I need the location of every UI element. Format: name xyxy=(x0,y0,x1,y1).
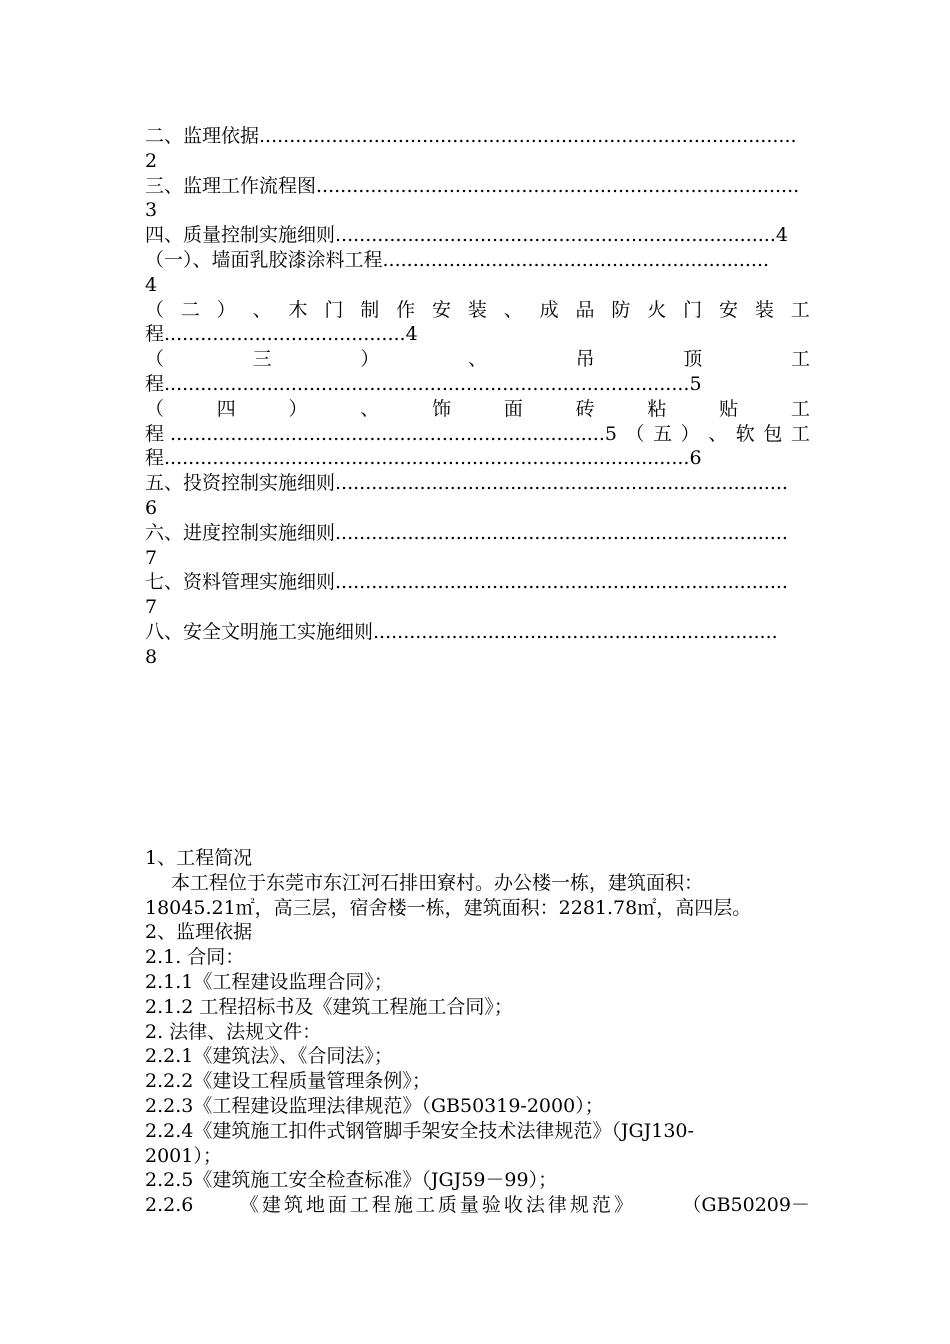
toc-char: 制 xyxy=(360,298,380,321)
toc-char: （ xyxy=(145,397,165,420)
toc-char: 、 xyxy=(252,298,272,321)
toc-char: 工 xyxy=(790,397,810,420)
toc-char: 包 xyxy=(763,422,783,445)
toc-char: 顶 xyxy=(683,348,703,371)
toc-char: 工 xyxy=(790,348,810,371)
paragraph-line: 2.2.4《建筑施工扣件式钢管脚手架安全技术法律规范》（JGJ130- xyxy=(145,1119,694,1142)
toc-char: 四 xyxy=(216,397,236,420)
toc-page-number: 2 xyxy=(145,149,158,172)
paragraph-line: 2.2.1《建筑法》、《合同法》； xyxy=(145,1045,393,1068)
toc-line[interactable]: 程.......................................................................................6 xyxy=(145,447,702,470)
toc-char: ） xyxy=(288,397,308,420)
toc-char: （ xyxy=(625,422,645,445)
toc-char: 装 xyxy=(467,298,487,321)
toc-line[interactable]: （一）、墙面乳胶漆涂料工程................................................................ xyxy=(145,248,770,271)
toc-char: ） xyxy=(680,422,700,445)
toc-char: 、 xyxy=(708,422,728,445)
toc-char: 木 xyxy=(288,298,308,321)
toc-page-number: 8 xyxy=(145,645,158,668)
toc-line-left: 程 ........................................................................5 xyxy=(145,422,617,445)
paragraph-line: 2.1.2 工程招标书及《建筑工程施工合同》； xyxy=(145,995,513,1018)
toc-char: 、 xyxy=(360,397,380,420)
toc-char: （ xyxy=(145,298,165,321)
toc-char: 吊 xyxy=(575,348,595,371)
clause-code: （GB50209－ xyxy=(682,1194,810,1217)
section-heading: 2、监理依据 xyxy=(145,921,253,944)
toc-char: 贴 xyxy=(719,397,739,420)
toc-char: 门 xyxy=(324,298,344,321)
toc-page-number: 6 xyxy=(145,496,158,519)
toc-line[interactable]: 程.......................................................................................5 xyxy=(145,372,702,395)
toc-line[interactable]: 二、监理依据......................................................................................... xyxy=(145,125,797,147)
paragraph-line: 2.2.3《工程建设监理法律规范》（GB50319-2000）； xyxy=(145,1094,604,1117)
paragraph-line: 2.2.2《建设工程质量管理条例》； xyxy=(145,1070,431,1093)
toc-line-justified[interactable] xyxy=(145,422,810,447)
paragraph-line: 2001）； xyxy=(145,1144,222,1167)
toc-char: 软 xyxy=(735,422,755,445)
paragraph-line: 18045.21㎡，高三层，宿舍楼一栋，建筑面积：2281.78㎡，高四层。 xyxy=(145,896,752,919)
toc-line-justified[interactable] xyxy=(145,347,810,372)
toc-char: 火 xyxy=(647,298,667,321)
section-heading: 1、工程简况 xyxy=(145,847,253,869)
toc-char: 二 xyxy=(180,298,200,321)
toc-char: 面 xyxy=(503,397,523,420)
paragraph-line-justified xyxy=(145,1193,810,1218)
toc-line-justified[interactable] xyxy=(145,397,810,422)
toc-char: 安 xyxy=(719,298,739,321)
toc-char: 作 xyxy=(396,298,416,321)
toc-char: 饰 xyxy=(432,397,452,420)
toc-line[interactable]: 程........................................4 xyxy=(145,323,418,346)
toc-char: 品 xyxy=(575,298,595,321)
toc-line[interactable]: 七、资料管理实施细则........................................................................... xyxy=(145,571,788,594)
toc-line[interactable]: 四、质量控制实施细则.........................................................................4 xyxy=(145,224,788,247)
toc-char: （ xyxy=(145,348,165,371)
toc-char: 成 xyxy=(539,298,559,321)
toc-line[interactable]: 三、监理工作流程图................................................................................ xyxy=(145,174,800,197)
clause-number: 2.2.6 xyxy=(145,1194,194,1217)
toc-page-number: 3 xyxy=(145,199,158,222)
paragraph-line: 2. 法律、法规文件： xyxy=(145,1020,322,1043)
toc-char: 装 xyxy=(754,298,774,321)
toc-char: 、 xyxy=(503,298,523,321)
toc-char: 五 xyxy=(653,422,673,445)
toc-char: 防 xyxy=(611,298,631,321)
toc-line[interactable]: 六、进度控制实施细则........................................................................... xyxy=(145,521,788,544)
toc-char: ） xyxy=(216,298,236,321)
document-body xyxy=(145,846,810,1218)
paragraph-line: 2.2.5《建筑施工安全检查标准》（JGJ59－99）； xyxy=(145,1169,558,1192)
toc-char: 粘 xyxy=(647,397,667,420)
toc-char: 工 xyxy=(790,298,810,321)
toc-page-number: 4 xyxy=(145,273,158,296)
paragraph-line: 2.1.1《工程建设监理合同》； xyxy=(145,970,393,993)
paragraph-line: 本工程位于东莞市东江河石排田寮村。办公楼一栋，建筑面积： xyxy=(171,871,704,894)
table-of-contents xyxy=(145,124,810,670)
toc-char: 、 xyxy=(467,348,487,371)
toc-page-number: 7 xyxy=(145,546,158,569)
paragraph-line: 2.1. 合同： xyxy=(145,946,245,969)
toc-line[interactable]: 五、投资控制实施细则........................................................................... xyxy=(145,472,788,495)
toc-line-justified[interactable] xyxy=(145,298,810,323)
toc-char: 三 xyxy=(252,348,272,371)
toc-char: 砖 xyxy=(575,397,595,420)
toc-char: 安 xyxy=(432,298,452,321)
toc-char: 工 xyxy=(790,422,810,445)
toc-char: ） xyxy=(360,348,380,371)
toc-page-number: 7 xyxy=(145,596,158,619)
clause-title: 《建筑地面工程施工质量验收法律规范》 xyxy=(239,1194,636,1217)
toc-char: 门 xyxy=(683,298,703,321)
toc-line[interactable]: 八、安全文明施工实施细则................................................................... xyxy=(145,620,778,643)
